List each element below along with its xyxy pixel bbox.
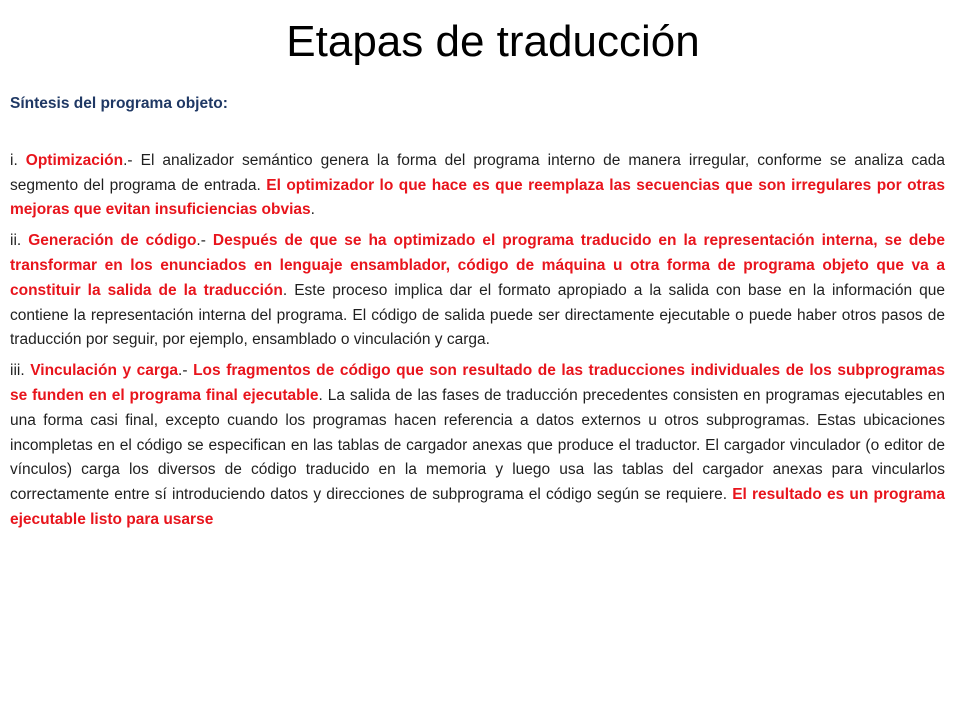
highlight-text-final: El resultado es un programa ejecutable listo para usarse (10, 486, 945, 528)
paragraph-text-middle: . La salida de las fases de traducción precedentes consisten en programas ejecutables en una forma casi final, excepto cuando los programas hacen referencia a datos externos u otros subprogramas. Estas ubicaciones incompletas en el código se especifican en las tablas de cargador anexas que produce el traductor. El cargador vinculador (o editor de vínculos) carga los diversos de código traducido en la memoria y luego usa las tablas del cargador anexas para vincularlos correctamente entre sí introduciendo datos y direcciones de subprograma el código según se requiere. (10, 386, 945, 504)
paragraph-optimizacion (10, 149, 945, 223)
paragraph-prefix: iii. (10, 362, 31, 380)
paragraph-prefix: ii. (10, 232, 29, 250)
highlight-text: Después de que se ha optimizado el programa traducido en la representación interna, se debe transformar en los enunciados en lenguaje ensamblador, código de máquina u otra forma de programa objeto que va a constituir la salida de la traducción (10, 232, 946, 299)
term-separator: .- (178, 362, 194, 380)
slide-body (10, 92, 945, 539)
paragraph-generacion-codigo (10, 229, 945, 353)
term-separator: .- (196, 232, 213, 250)
slide-title: Etapas de traducción (286, 17, 700, 66)
paragraph-text: El analizador semántico genera la forma del programa interno de manera irregular, conforme se analiza cada segmento del programa de entrada. (10, 151, 946, 194)
paragraph-text-end: . Este proceso implica dar el formato apropiado a la salida con base en la información que contiene la representación interna del programa. El código de salida puede ser directamente ejecutable o puede haber otros pasos de traducción por seguir, por ejemplo, ensamblado o vinculación y carga. (10, 281, 945, 349)
term-generacion-codigo: Generación de código (28, 232, 197, 250)
term-optimizacion: Optimización (25, 151, 124, 169)
paragraph-text-end: . (310, 201, 315, 219)
section-heading: Síntesis del programa objeto: (10, 95, 228, 112)
paragraph-vinculacion-carga (10, 359, 945, 533)
term-vinculacion-carga: Vinculación y carga (30, 362, 179, 380)
paragraph-prefix: i. (10, 151, 26, 169)
term-separator: .- (123, 151, 141, 169)
highlight-text: El optimizador lo que hace es que reemplaza las secuencias que son irregulares por otras mejoras que evitan insuficiencias obvias (10, 176, 945, 219)
highlight-text: Los fragmentos de código que son resultado de las traducciones individuales de los subprogramas se funden en el programa final ejecutable (10, 362, 945, 404)
